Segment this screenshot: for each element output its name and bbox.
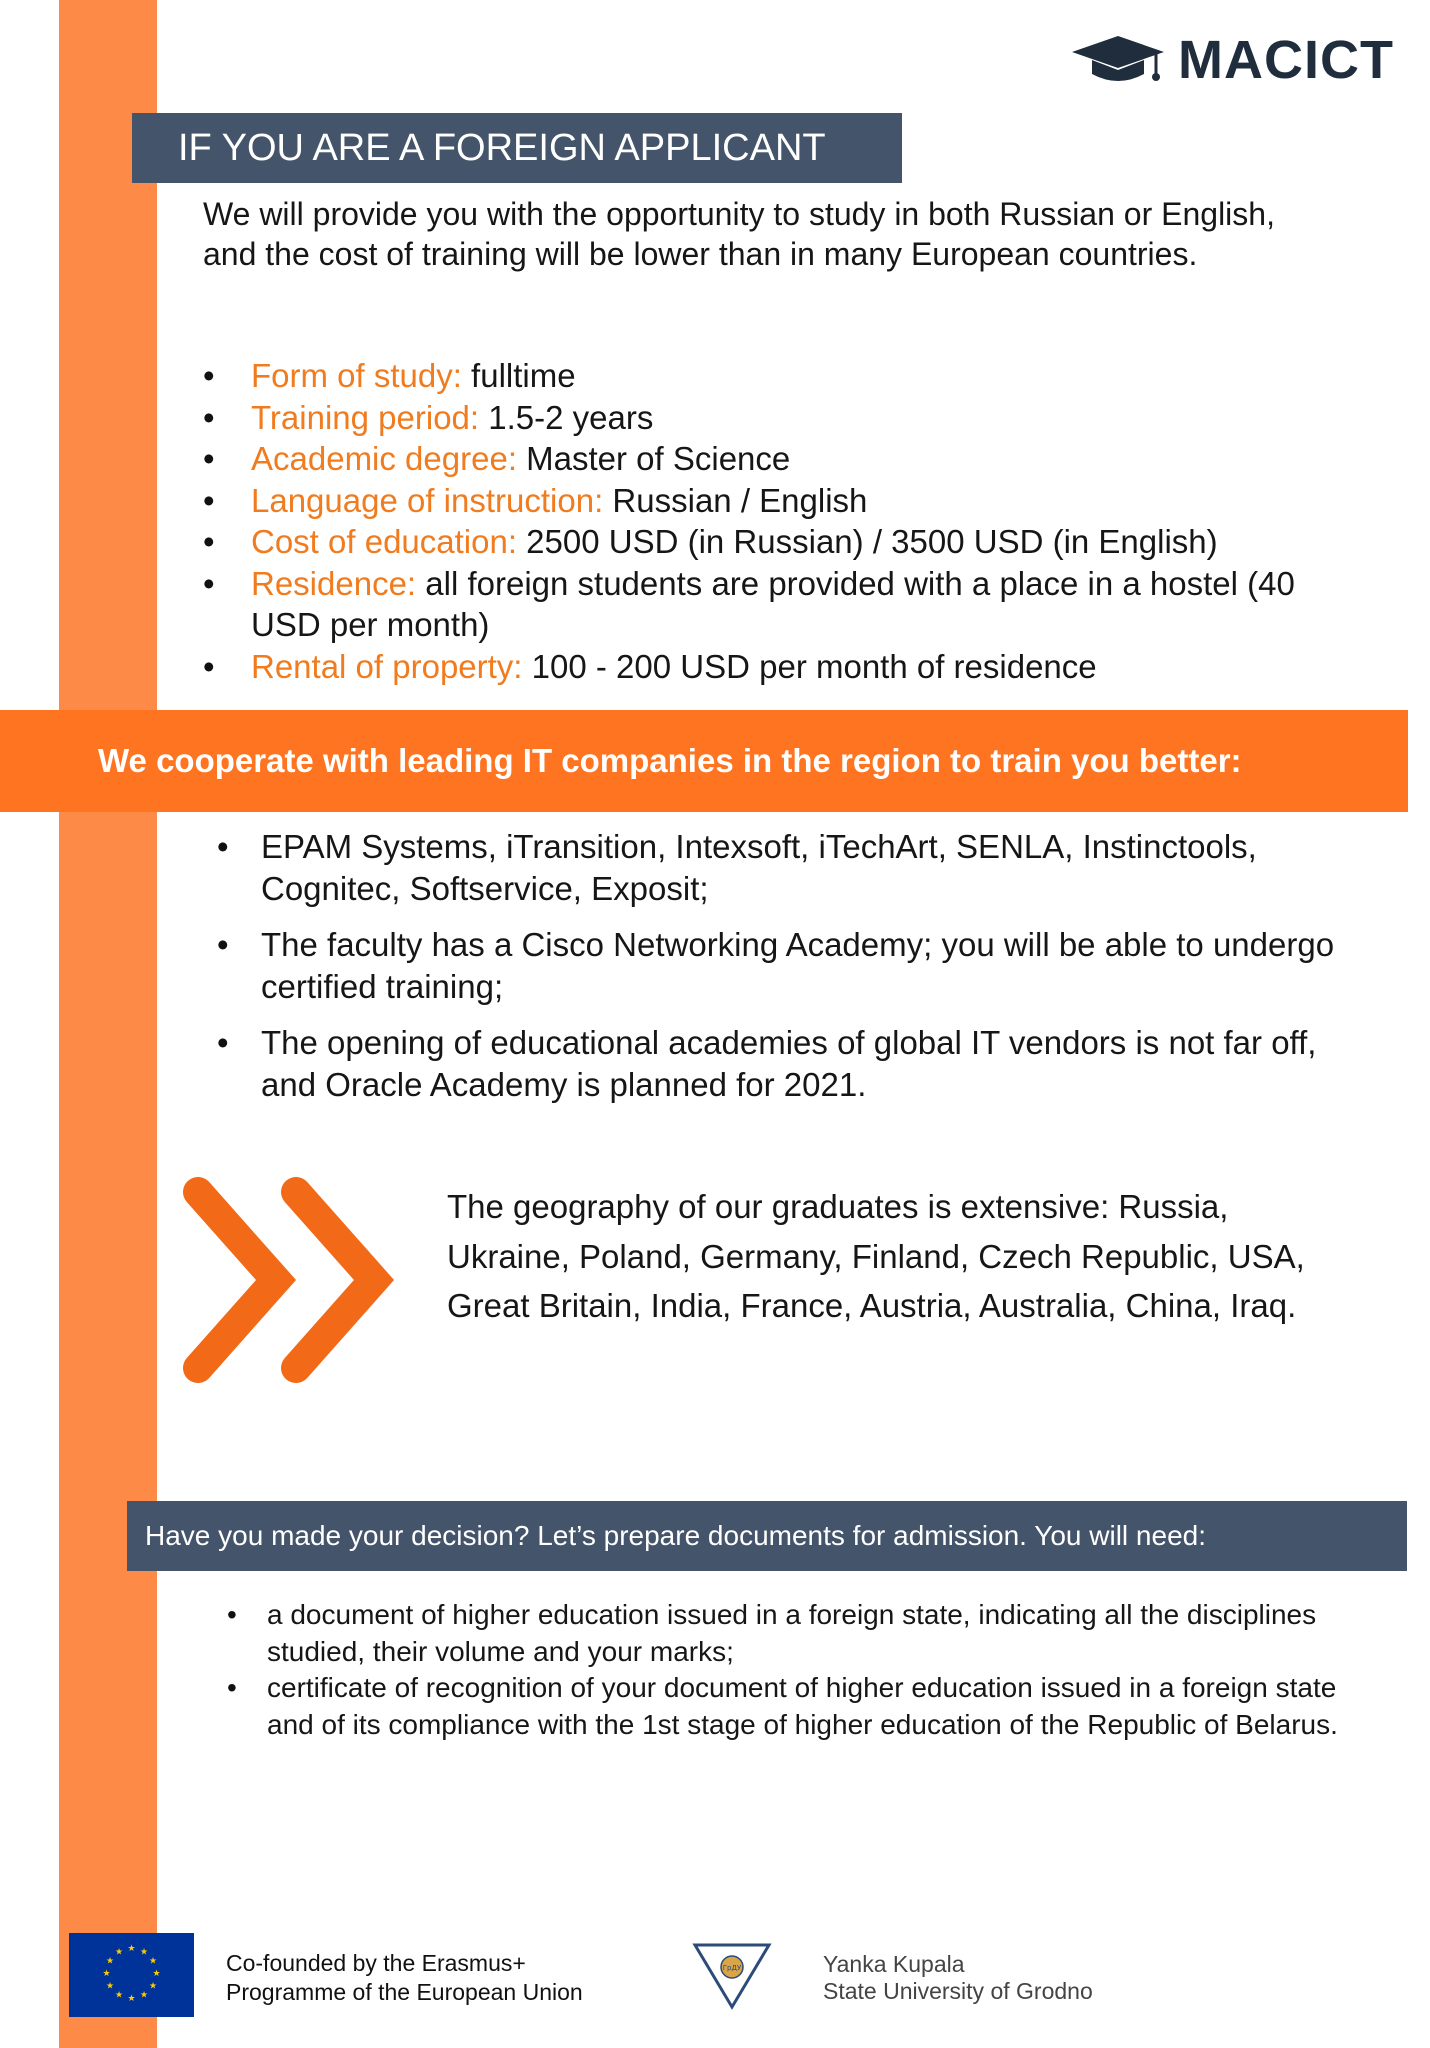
footer <box>0 1925 1430 2025</box>
list-item <box>203 438 1353 480</box>
list-item <box>203 646 1353 688</box>
fact-value: 2500 USD (in Russian) / 3500 USD (in English) <box>517 523 1218 560</box>
fact-value: 100 - 200 USD per month of residence <box>522 647 1097 685</box>
fact-label: Academic degree: <box>251 440 517 477</box>
eu-flag-icon <box>69 1933 194 2017</box>
brand-name: MACICT <box>1178 30 1394 90</box>
left-orange-stripe <box>59 0 157 2048</box>
list-item <box>203 355 1353 397</box>
fact-label: Residence: <box>251 564 417 602</box>
svg-text:★: ★ <box>114 1947 124 1958</box>
cooperate-banner: We cooperate with leading IT companies in the region to train you better: <box>0 710 1408 812</box>
erasmus-caption <box>226 1949 583 2007</box>
double-chevron-icon <box>176 1170 416 1390</box>
fact-label: Training period: <box>251 398 480 436</box>
svg-text:★: ★ <box>152 1969 161 1979</box>
fact-label: Language of instruction: <box>251 481 604 519</box>
study-facts-list <box>203 355 1353 687</box>
brand-logo <box>1070 30 1394 90</box>
decision-header: Have you made your decision? Let’s prepare documents for admission. You will need: <box>127 1501 1407 1571</box>
fact-value: Russian / English <box>603 481 868 519</box>
list-item: • EPAM Systems, iTransition, Intexsoft, iTechArt, SENLA, Instinctools, Cognitec, Softservice, Exposit; <box>217 826 1347 910</box>
list-item <box>203 397 1353 439</box>
svg-text:★: ★ <box>139 1990 149 2001</box>
fact-value: Master of Science <box>516 440 791 477</box>
svg-text:★: ★ <box>105 1956 115 1967</box>
fact-label: Cost of education: <box>251 523 517 560</box>
foreign-applicant-header: IF YOU ARE A FOREIGN APPLICANT <box>132 113 902 183</box>
university-line-2: State University of Grodno <box>823 1978 1093 2004</box>
svg-text:★: ★ <box>102 1969 111 1979</box>
partners-list <box>217 826 1347 1120</box>
graduation-cap-icon <box>1070 32 1166 88</box>
university-logo-icon <box>692 1941 772 2011</box>
list-item: • a document of higher education issued in a foreign state, indicating all the disciplines studied, their volume and your marks; <box>227 1597 1347 1670</box>
list-item: • The faculty has a Cisco Networking Academy; you will be able to undergo certified training; <box>217 924 1347 1008</box>
svg-text:★: ★ <box>139 1947 149 1958</box>
svg-text:★: ★ <box>148 1981 158 1992</box>
graduates-geography: The geography of our graduates is extensive: Russia, Ukraine, Poland, Germany, Finland, Czech Republic, USA, Great Britain, India, France, Austria, Australia, China, Iraq. <box>447 1188 1305 1324</box>
intro-paragraph: We will provide you with the opportunity to study in both Russian or English, and the cost of training will be lower than in many European countries. <box>203 196 1275 272</box>
fact-label: Form of study: <box>251 357 462 394</box>
erasmus-line-1: Co-founded by the Erasmus+ <box>226 1950 526 1976</box>
svg-text:★: ★ <box>148 1956 158 1967</box>
svg-text:★: ★ <box>127 1994 136 2004</box>
list-item <box>203 480 1353 522</box>
list-item: • certificate of recognition of your document of higher education issued in a foreign state and of its compliance with the 1st stage of higher education of the Republic of Belarus. <box>227 1670 1347 1743</box>
list-item <box>203 563 1353 646</box>
fact-value: fulltime <box>461 357 576 394</box>
fact-value: 1.5-2 years <box>479 398 654 436</box>
university-line-1: Yanka Kupala <box>823 1951 965 1977</box>
fact-label: Rental of property: <box>251 647 523 685</box>
erasmus-line-2: Programme of the European Union <box>226 1979 583 2005</box>
university-caption <box>823 1951 1093 2005</box>
svg-text:★: ★ <box>105 1981 115 1992</box>
university-logo-text: ГрДУ <box>722 1964 742 1972</box>
documents-list <box>227 1597 1347 1743</box>
list-item: • The opening of educational academies of global IT vendors is not far off, and Oracle Academy is planned for 2021. <box>217 1022 1347 1106</box>
svg-text:★: ★ <box>127 1944 136 1954</box>
fact-value: all foreign students are provided with a place in a hostel (40 USD per month) <box>251 564 1295 643</box>
svg-text:★: ★ <box>114 1990 124 2001</box>
list-item <box>203 521 1353 563</box>
